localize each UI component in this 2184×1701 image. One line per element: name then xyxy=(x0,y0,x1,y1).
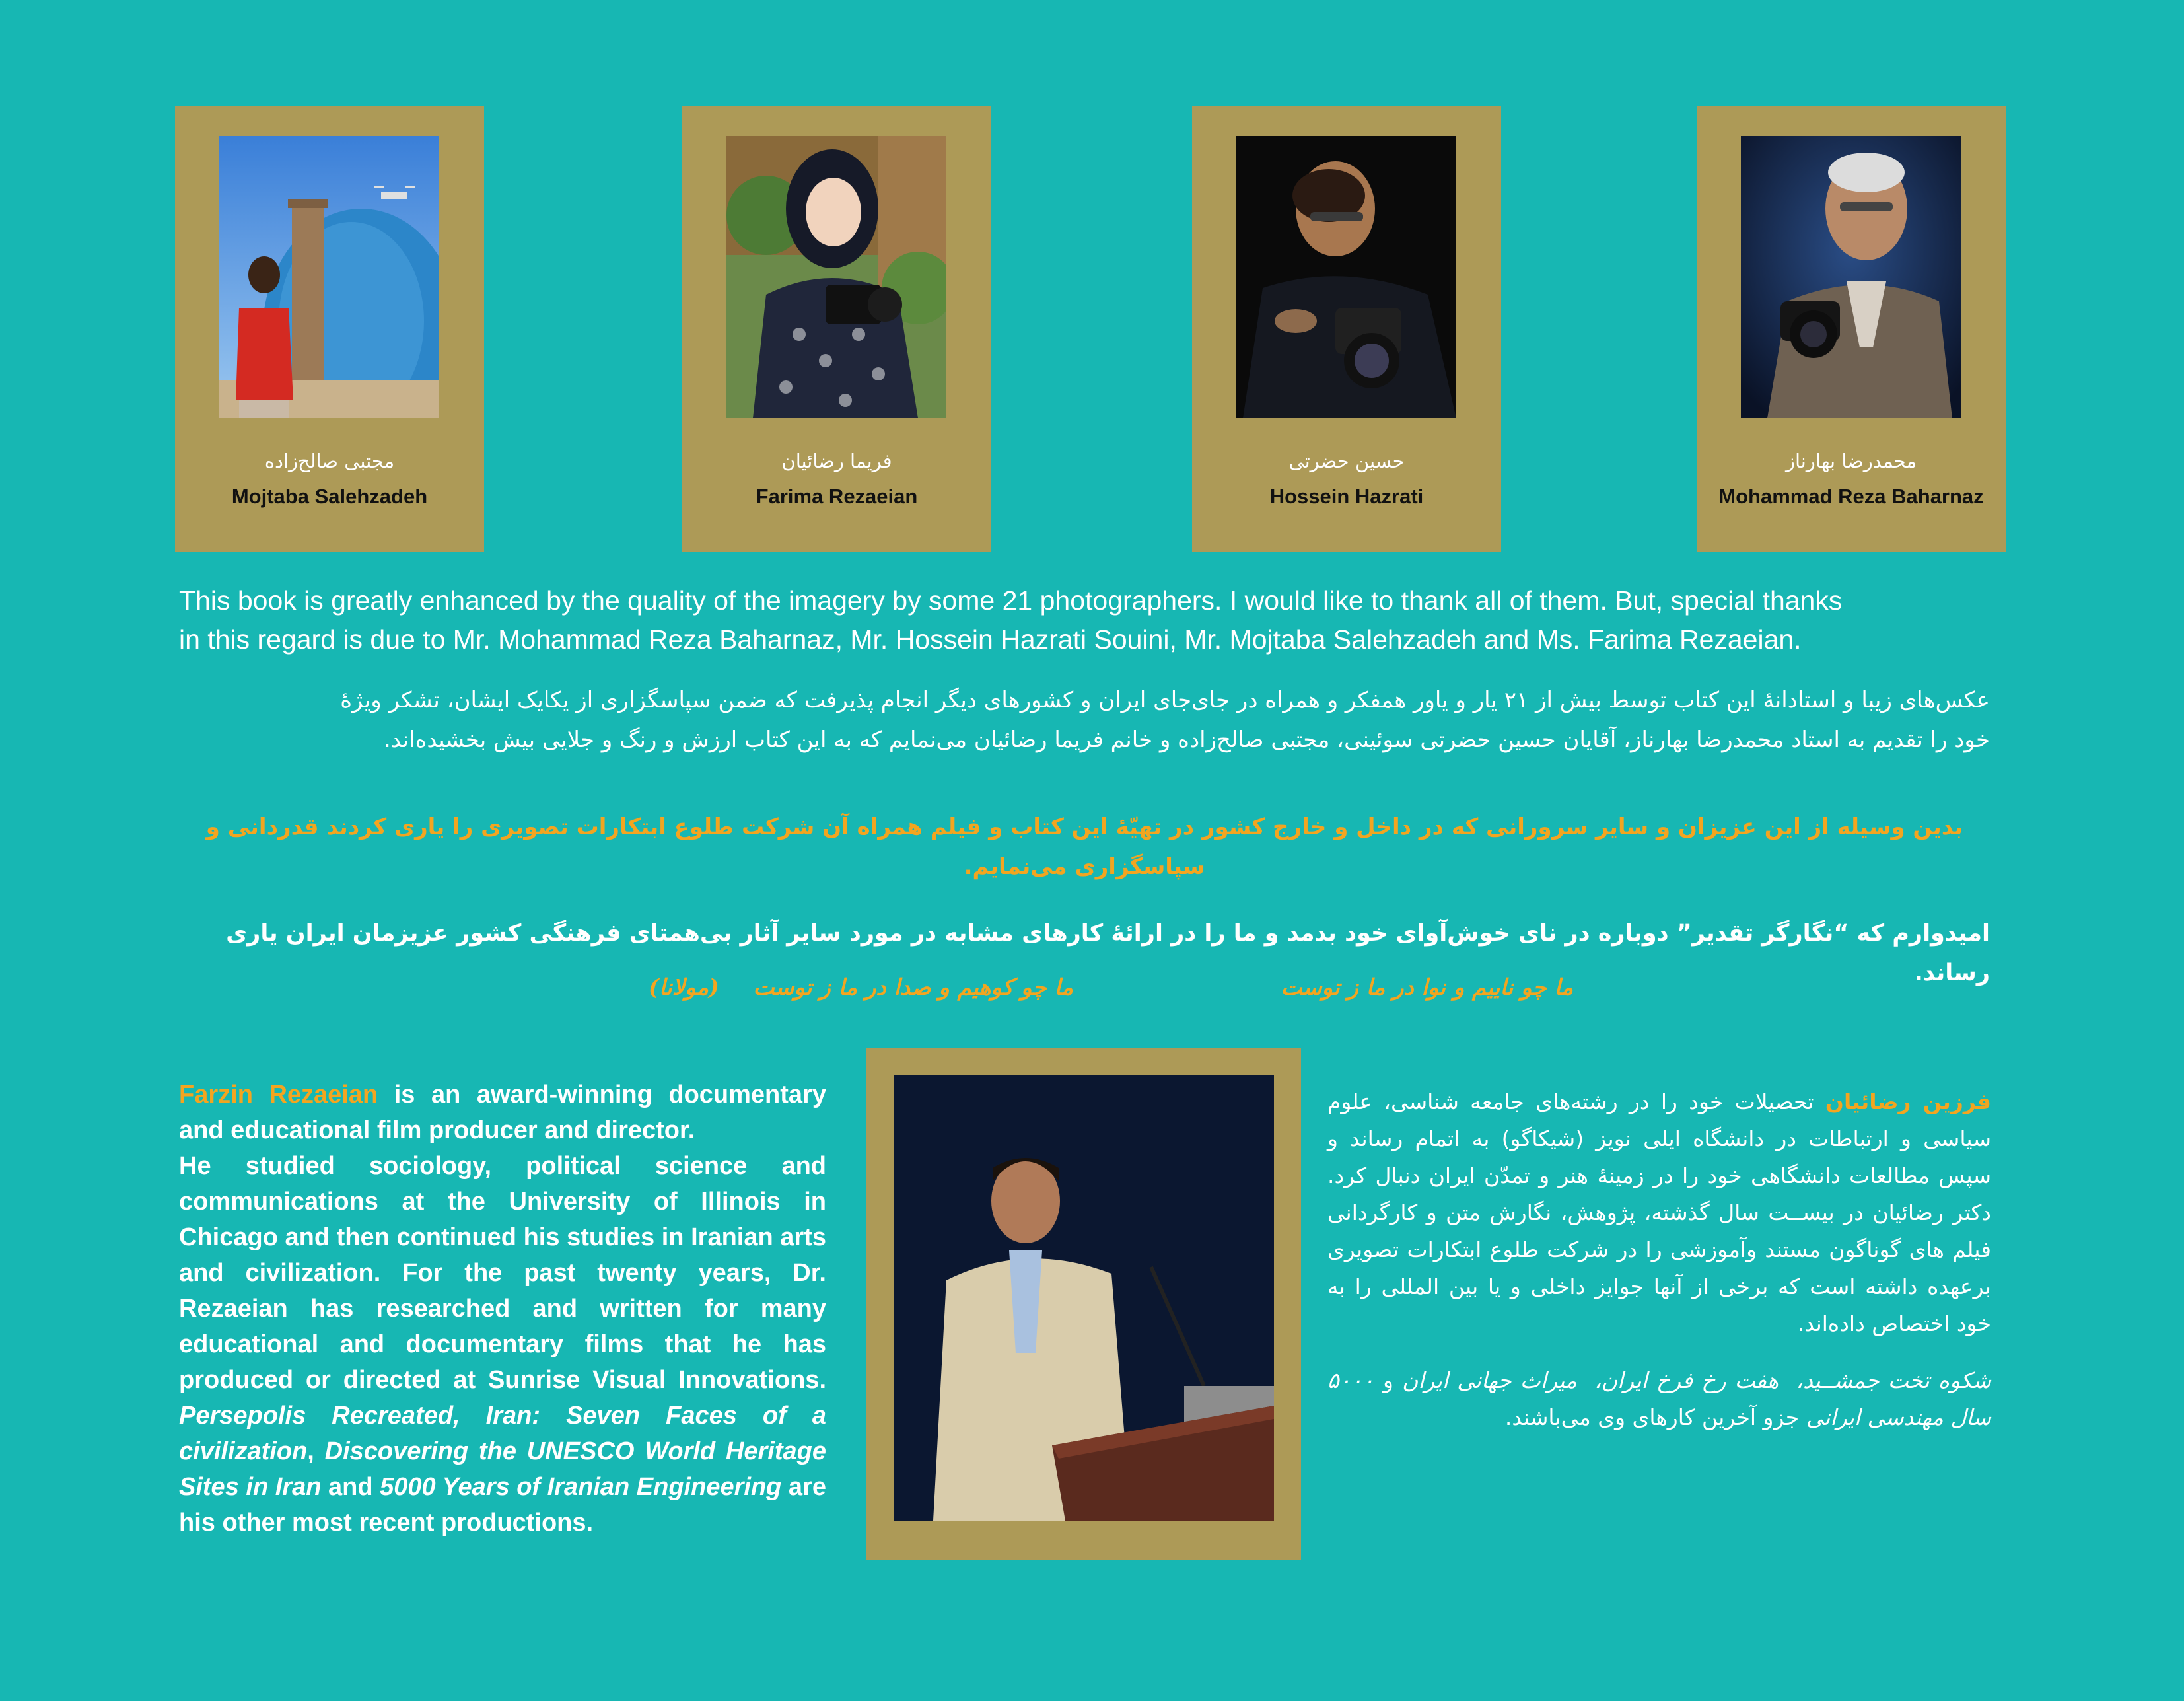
bio-name: Farzin Rezaeian xyxy=(179,1081,378,1108)
thanks-persian-line: خود را تقدیم به استاد محمدرضا بهارناز، آقایان حسین حضرتی سوئینی، مجتبی صالح‌زاده و خانم فریما رضائیان می‌نمایم که به این کتاب ارزش و رنگ و جلایی بیش بخشیده‌اند. xyxy=(384,727,1990,753)
bio-english xyxy=(179,1077,826,1540)
hope-persian xyxy=(179,914,1990,993)
gratitude-persian xyxy=(179,807,1990,887)
caption-fa: فریما رضائیان xyxy=(781,450,892,472)
photo-mohammad-reza-baharnaz xyxy=(1741,136,1961,418)
thanks-english-line: This book is greatly enhanced by the quality of the imagery by some 21 photographers. I would like to thank all of them. But, special thanks xyxy=(179,585,1843,616)
caption-en: Mojtaba Salehzadeh xyxy=(231,485,428,508)
photographer-card-mohammad xyxy=(1697,106,2006,552)
bio-persian-name: فرزین رضائیان xyxy=(1825,1089,1991,1114)
poem-hemistich-2: ما چو کوهیم و صدا در ما ز توست xyxy=(753,974,1073,1001)
thanks-english-line: in this regard is due to Mr. Mohammad Reza Baharnaz, Mr. Hossein Hazrati Souini, Mr. Mojtaba Salehzadeh and Ms. Farima Rezaeian. xyxy=(179,624,1802,655)
gratitude-line: بدین وسیله از این عزیزان و سایر سرورانی که در داخل و خارج کشور در تهیّهٔ این کتاب و فیلم همراه آن شرکت طلوع ابتکارات تصویری را یاری کردند قدردانی و xyxy=(205,814,1963,840)
works-join: و xyxy=(1374,1367,1403,1393)
bio-body: He studied sociology, political science and communications at the University of Illinois in Chicago and then continued his studies in Iranian arts and civilization. For the past twenty years, Dr. Rezaeian has researched and written for many educational and documentary films that he has produced or directed at Sunrise Visual Innovations. xyxy=(179,1152,826,1394)
work-title: Persepolis Recreated, Iran: Seven Faces of a civilization xyxy=(179,1402,826,1465)
bio-separator: , xyxy=(307,1437,325,1465)
photo-mojtaba-salehzadeh xyxy=(219,136,439,418)
work-title: هفت رخ فرخ ایران، xyxy=(1594,1367,1779,1393)
bio-persian xyxy=(1327,1083,1991,1436)
bio-persian-works xyxy=(1327,1362,1991,1436)
caption-fa: مجتبی صالح‌زاده xyxy=(264,450,395,472)
photo-hossein-hazrati xyxy=(1236,136,1456,418)
bio-separator: and xyxy=(321,1473,380,1501)
poem-hemistich-1: ما چو ناییم و نوا در ما ز توست xyxy=(1281,974,1573,1001)
photographer-card-hossein xyxy=(1192,106,1501,552)
work-title: ۵۰۰۰ سال مهندسی ایرانی xyxy=(1327,1367,1991,1430)
bio-persian-paragraph xyxy=(1327,1083,1991,1342)
caption-en: Mohammad Reza Baharnaz xyxy=(1718,485,1984,508)
works-ending: جزو آخرین کارهای وی می‌باشند. xyxy=(1504,1404,1806,1430)
portrait-frame xyxy=(866,1048,1301,1560)
photographer-card-mojtaba xyxy=(175,106,484,552)
photo-farzin-rezaeian xyxy=(894,1075,1274,1521)
bio-persian-body: تحصیلات خود را در رشته‌های جامعه شناسی، علوم سیاسی و ارتباطات در دانشگاه ایلی نویز (شیکاگو) به اتمام رساند و سپس مطالعات دانشگاهی خود را در زمینهٔ هنر و تمدّن ایران دنبال کرد. دکتر رضائیان در بیســت سال گذشته، پژوهش، نگارش متن و کارگردانی فیلم های گوناگون مستند وآموزشی را در شرکت طلوع ابتکارات تصویری برعهده داشته است که برخی از آنها جوایز داخلی و یا بین المللی را به خود اختصاص داده‌اند. xyxy=(1327,1089,1991,1336)
work-title: Discovering the UNESCO World Heritage Sites in Iran xyxy=(179,1437,826,1501)
caption-fa: حسین حضرتی xyxy=(1288,450,1405,472)
work-title: 5000 Years of Iranian Engineering xyxy=(380,1473,782,1501)
thanks-persian xyxy=(179,680,1990,760)
work-title: میراث جهانی ایران xyxy=(1402,1367,1577,1393)
caption-en: Farima Rezaeian xyxy=(756,485,918,508)
photographer-card-farima xyxy=(682,106,991,552)
work-title: شکوه تخت جمشــید، xyxy=(1796,1367,1992,1393)
caption-en: Hossein Hazrati xyxy=(1269,485,1424,508)
thanks-persian-line: عکس‌های زیبا و استادانهٔ این کتاب توسط بیش از ۲۱ یار و یاور همفکر و همراه در جای‌جای ایران و کشورهای دیگر انجام پذیرفت که ضمن سپاسگزاری از یکایک ایشان، تشکر ویژهٔ xyxy=(340,687,1990,713)
thanks-english xyxy=(179,581,1990,659)
bio-intro: is an award-winning documentary and educational film producer and director. xyxy=(179,1081,826,1144)
photo-farima-rezaeian xyxy=(726,136,946,418)
bio-ending: are his other most recent productions. xyxy=(179,1473,826,1537)
poem-attribution: (مولانا) xyxy=(648,974,719,1001)
caption-fa: محمدرضا بهارناز xyxy=(1785,450,1917,472)
hope-line: امیدوارم که “نگارگر تقدیر” دوباره در نای خوش‌آوای خود بدمد و ما را در ارائهٔ کارهای مشابه در مورد سایر آثار بی‌همتای فرهنگی کشور عزیزمان ایران یاری رساند. xyxy=(226,920,1990,986)
gratitude-line: سپاسگزاری می‌نمایم. xyxy=(964,853,1205,880)
